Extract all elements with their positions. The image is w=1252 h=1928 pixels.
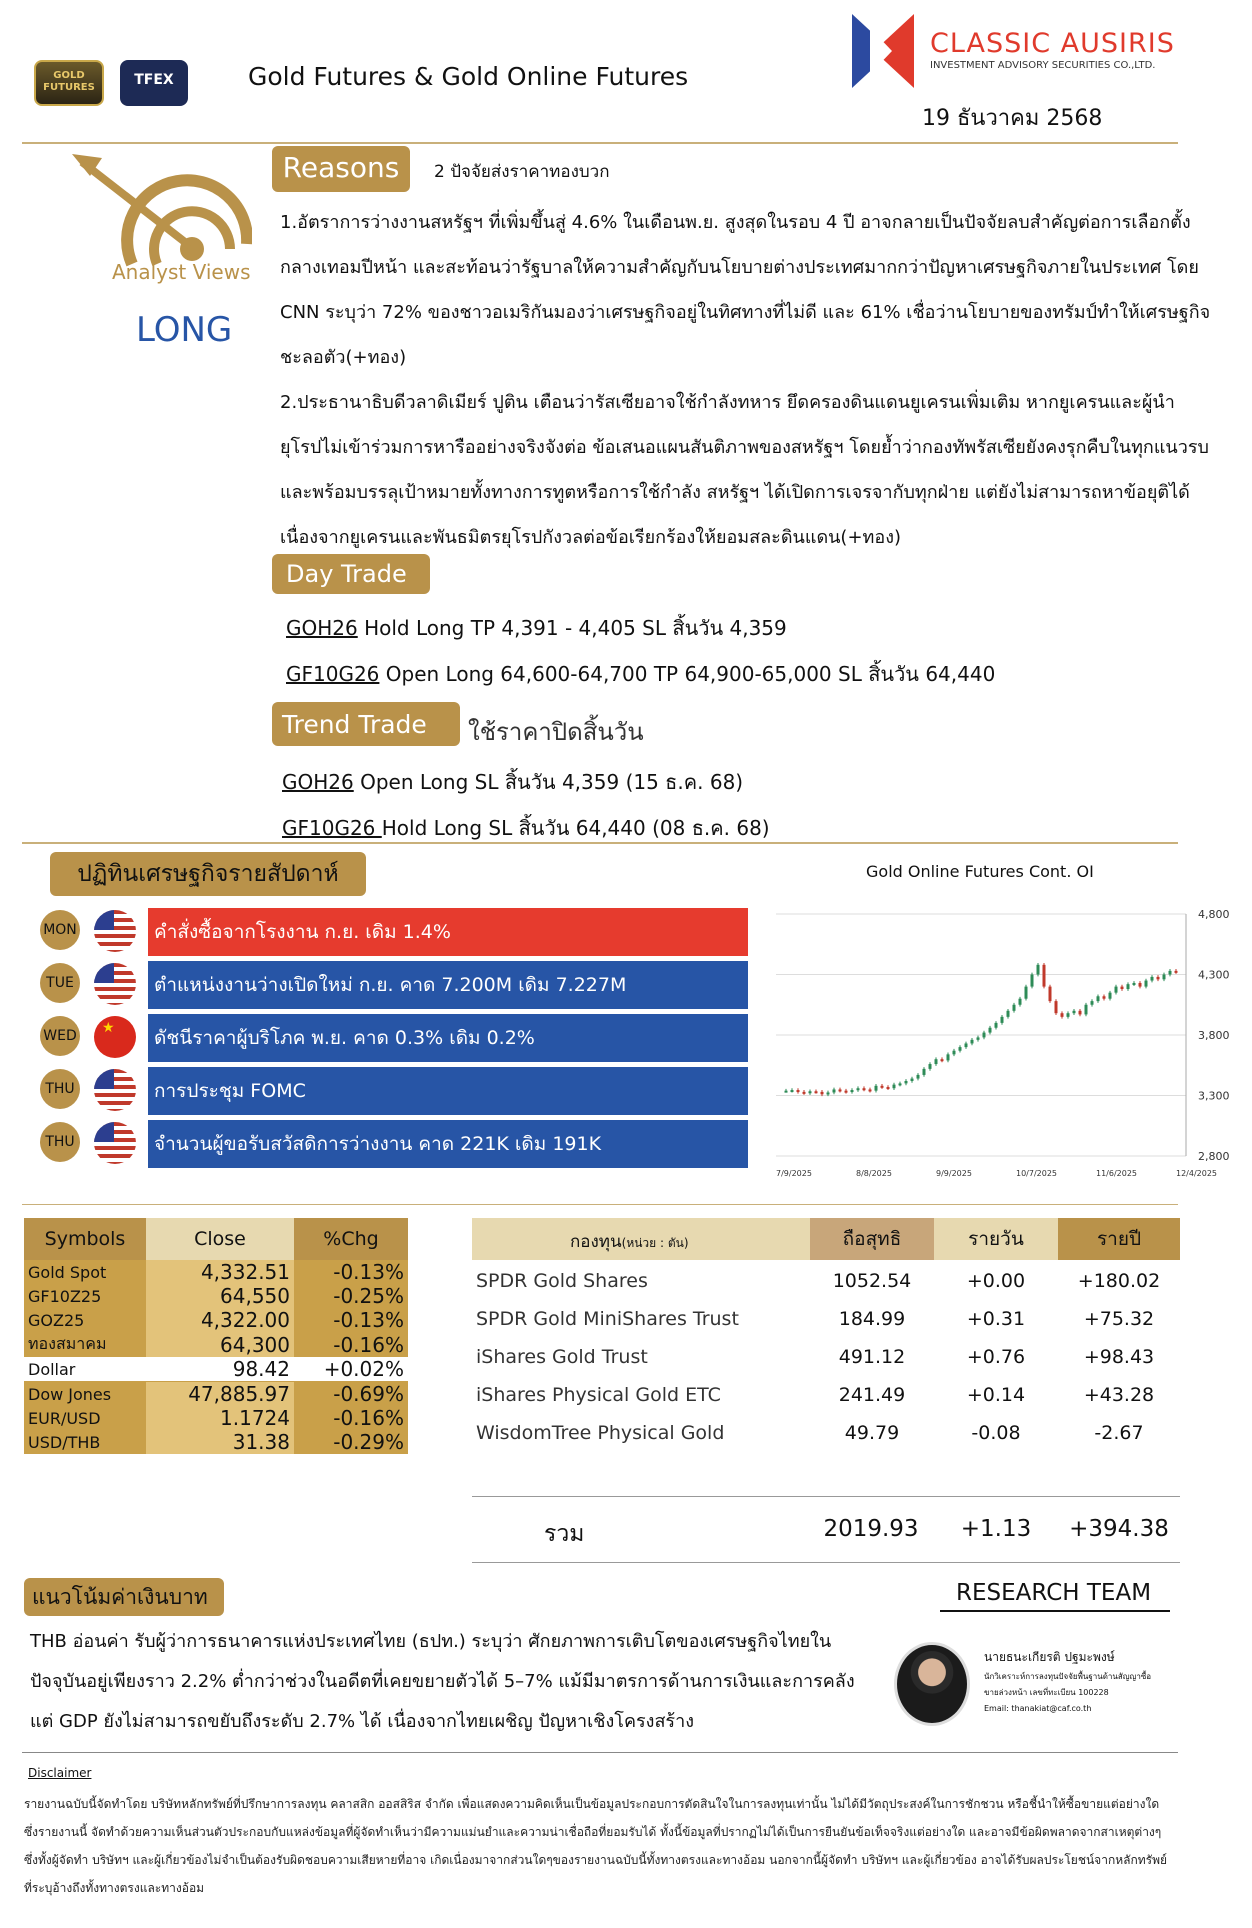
candle-body [1019,999,1022,1005]
calendar-row [40,961,750,1009]
candle-body [971,1040,974,1044]
trend-trade-note: ใช้ราคาปิดสิ้นวัน [468,718,644,746]
candle-body [809,1091,812,1093]
candle-body [1115,987,1118,993]
baht-heading: แนวโน้มค่าเงินบาท [24,1578,224,1616]
trend-trade-heading: Trend Trade [272,702,460,746]
col-header-close: Close [146,1218,294,1260]
symbol-cell: USD/THB [24,1430,146,1454]
fund-year-cell: +180.02 [1077,1270,1161,1292]
gold-futures-logo: GOLD FUTURES [34,60,104,106]
candle-body [875,1086,878,1091]
fund-hold-cell: 49.79 [844,1422,900,1444]
candle-body [983,1033,986,1038]
reason-paragraph-2: 2.ประธานาธิบดีวลาดิเมียร์ ปูติน เตือนว่ารัสเซียอาจใช้กำลังทหาร ยึดครองดินแดนยูเครนเพิ่มเติม หากยูเครนและผู้นำยุโรปไม่เข้าร่วมการหารืออย่างจริงจังต่อ ข้อเสนอแผนสันติภาพของสหรัฐฯ โดยย้ำว่ากองทัพรัสเซียยังคงรุกคืบในทุกแนวรบ และพร้อมบรรลุเป้าหมายทั้งทางการทูตหรือการใช้กำลัง สหรัฐฯ ได้เปิดการเจรจากับทุกฝ่าย แต่ยังไม่สามารถหาข้อยุติได้ เนื่องจากยูเครนและพันธมิตรยุโรปกังวลต่อข้อเรียกร้องให้ยอมสละดินแดน(+ทอง) [280,392,1209,548]
symbol-cell: ทองสมาคม [24,1332,146,1357]
table-row [24,1284,408,1308]
chg-cell: -0.16% [294,1406,408,1430]
candle-body [845,1091,848,1093]
candle-body [989,1028,992,1033]
candle-body [1061,1013,1064,1017]
calendar-row [40,1014,750,1062]
candle-body [1127,984,1130,989]
candle-body [941,1059,944,1061]
analyst-view-value: LONG [136,310,233,350]
divider [22,1752,1178,1753]
symbol-cell: Dow Jones [24,1382,146,1407]
disclaimer-text: รายงานฉบับนี้จัดทำโดย บริษัทหลักทรัพย์ที่ปรึกษาการลงทุน คลาสสิก ออสสิริส จำกัด เพื่อแสดงความคิดเห็นเป็นข้อมูลประกอบการตัดสินใจในการลงทุนเท่านั้น ไม่ได้มีวัตถุประสงค์ในการชักชวน หรือชี้นำให้ซื้อขายแต่อย่างใด ซึ่งรายงานนี้ จัดทำด้วยความเห็นส่วนตัวประกอบกับแหล่งข้อมูลที่ผู้จัดทำเห็นว่ามีความแม่นยำและความน่าเชื่อถือที่ยอมรับได้ ทั้งนี้ข้อมูลที่ปรากฏไม่ได้เป็นการยืนยันข้อเท็จจริงแต่อย่างใด และอาจมีข้อผิดพลาดจากสาเหตุต่างๆ ซึ่งทั้งผู้จัดทำ บริษัทฯ และผู้เกี่ยวข้องไม่จำเป็นต้องรับผิดชอบความเสียหายที่อาจ เกิดเนื่องมาจากส่วนใดๆของรายงานฉบับนี้ทั้งทางตรงและทางอ้อม นอกจากนี้ผู้จัดทำ บริษัทฯ และผู้เกี่ยวข้อง อาจได้รับผลประโยชน์จากหลักทรัพย์ที่ระบุอ้างถึงทั้งทางตรงและทางอ้อม [24,1797,1168,1895]
funds-header-hold: ถือสุทธิ [810,1218,934,1260]
divider [22,842,1178,844]
gold-oi-chart [766,896,1236,1196]
chg-cell: -0.16% [294,1332,408,1357]
table-row [24,1382,408,1407]
chg-cell: +0.02% [294,1357,408,1382]
calendar-day: THU [40,1122,80,1162]
table-row [472,1300,1180,1338]
candle-body [1073,1011,1076,1013]
calendar-day: MON [40,910,80,950]
candle-body [857,1088,860,1090]
candle-body [1109,993,1112,999]
funds-total-hold: 2019.93 [823,1516,919,1542]
calendar-day: WED [40,1016,80,1056]
divider [472,1496,1180,1497]
candle-body [1121,987,1124,989]
candle-body [905,1081,908,1083]
divider [22,142,1178,144]
symbol-cell: Gold Spot [24,1260,146,1284]
report-date: 19 ธันวาคม 2568 [922,106,1103,131]
day-trade-symbol-2[interactable]: GF10G26 [286,662,380,686]
candle-body [1079,1011,1082,1015]
fund-day-cell: +0.00 [966,1270,1026,1292]
calendar-event: ตำแหน่งงานว่างเปิดใหม่ ก.ย. คาด 7.200M เดิม 7.227M [148,961,748,1009]
table-row [472,1262,1180,1300]
candle-body [1163,975,1166,980]
candle-body [1103,996,1106,998]
close-cell: 31.38 [146,1430,294,1454]
page-title: Gold Futures & Gold Online Futures [248,62,689,91]
fund-day-cell: +0.31 [966,1308,1026,1330]
y-tick-label: 3,800 [1198,1029,1230,1042]
candle-body [833,1089,836,1092]
x-tick-label: 12/4/2025 [1176,1169,1218,1178]
calendar-row [40,908,750,956]
fund-year-cell: +43.28 [1083,1384,1155,1406]
fund-day-cell: +0.76 [966,1346,1026,1368]
table-row [472,1338,1180,1376]
candle-body [863,1088,866,1090]
research-team-heading: RESEARCH TEAM [956,1580,1152,1606]
funds-total-day: +1.13 [960,1516,1032,1542]
fund-hold-cell: 241.49 [838,1384,906,1406]
x-tick-label: 7/9/2025 [776,1169,812,1178]
candle-body [1067,1013,1070,1017]
candle-body [1169,971,1172,975]
candle-body [1097,996,1100,1001]
candle-body [953,1051,956,1055]
fund-day-cell: +0.14 [966,1384,1026,1406]
candle-body [1037,965,1040,975]
tfex-logo: TFEX [120,60,188,106]
candle-body [1133,983,1136,985]
symbol-cell: GF10Z25 [24,1284,146,1308]
candle-body [797,1090,800,1092]
chg-cell: -0.69% [294,1382,408,1407]
brand-subtitle: INVESTMENT ADVISORY SECURITIES CO.,LTD. [930,60,1156,71]
candle-body [887,1087,890,1089]
fund-year-cell: +75.32 [1083,1308,1155,1330]
candle-body [1001,1017,1004,1023]
day-trade-line-2: GF10G26 Open Long 64,600-64,700 TP 64,900-65,000 SL สิ้นวัน 64,440 [286,662,996,686]
table-row [472,1414,1180,1452]
col-header-chg: %Chg [323,1228,379,1250]
candle-body [1091,1001,1094,1005]
candle-body [959,1047,962,1051]
candle-body [827,1092,830,1094]
chg-cell: -0.25% [294,1284,408,1308]
calendar-event: จำนวนผู้ขอรับสวัสดิการว่างงาน คาด 221K เดิม 191K [148,1120,748,1168]
y-tick-label: 2,800 [1198,1150,1230,1163]
candle-body [923,1069,926,1075]
candle-body [893,1085,896,1089]
fund-year-cell: -2.67 [1094,1422,1144,1444]
trend-trade-line-2: GF10G26 Hold Long SL สิ้นวัน 64,440 (08 ธ.ค. 68) [282,816,770,840]
brand-logo-mark [852,14,922,88]
candle-body [935,1059,938,1064]
trend-trade-line-1: GOH26 Open Long SL สิ้นวัน 4,359 (15 ธ.ค. 68) [282,770,744,794]
candle-body [1085,1005,1088,1015]
us-flag-icon [94,963,136,1005]
funds-total-label: รวม [544,1521,585,1547]
candle-body [917,1075,920,1079]
us-flag-icon [94,1122,136,1164]
candle-body [1151,977,1154,981]
x-tick-label: 8/8/2025 [856,1169,892,1178]
analyst-avatar [894,1642,970,1726]
candle-body [1139,983,1142,987]
candle-body [1175,971,1178,973]
analyst-license: ขายล่วงหน้า เลขที่ทะเบียน 100228 [984,1688,1109,1697]
table-row [24,1406,408,1430]
candle-body [851,1090,854,1092]
fund-hold-cell: 491.12 [838,1346,906,1368]
fund-year-cell: +98.43 [1083,1346,1155,1368]
candle-body [791,1090,794,1092]
symbol-cell: GOZ25 [24,1308,146,1332]
table-row [24,1260,408,1284]
chg-cell: -0.13% [294,1260,408,1284]
fund-name-cell: SPDR Gold MiniShares Trust [476,1308,739,1330]
funds-header-name: กองทุน(หน่วย : ตัน) [570,1232,689,1252]
col-header-symbols: Symbols [44,1228,126,1250]
candle-body [1049,987,1052,1002]
chg-cell: -0.29% [294,1430,408,1454]
table-row [24,1430,408,1454]
candle-body [1043,965,1046,987]
candle-body [995,1023,998,1028]
candle-body [911,1079,914,1081]
calendar-row [40,1067,750,1115]
close-cell: 47,885.97 [146,1382,294,1407]
fund-name-cell: iShares Gold Trust [476,1346,648,1368]
brand-name: CLASSIC AUSIRIS [930,28,1175,59]
fund-name-cell: SPDR Gold Shares [476,1270,648,1292]
reasons-subtitle: 2 ปัจจัยส่งราคาทองบวก [434,162,610,182]
table-row [24,1332,408,1357]
candle-body [899,1083,902,1085]
cn-flag-icon: ★ [94,1016,136,1058]
funds-header-day: รายวัน [934,1218,1058,1260]
analyst-title: นักวิเคราะห์การลงทุนปัจจัยพื้นฐานด้านสัญญาซื้อ [984,1672,1152,1681]
fund-name-cell: WisdomTree Physical Gold [476,1422,725,1444]
funds-total-year: +394.38 [1069,1516,1169,1542]
divider [22,1204,1178,1205]
fund-day-cell: -0.08 [971,1422,1021,1444]
disclaimer-heading: Disclaimer [28,1766,92,1780]
divider [472,1562,1180,1563]
close-cell: 1.1724 [146,1406,294,1430]
candle-body [1157,977,1160,979]
table-row [24,1308,408,1332]
candle-body [839,1089,842,1091]
candle-body [1007,1011,1010,1017]
fund-hold-cell: 184.99 [838,1308,906,1330]
divider [940,1610,1170,1612]
calendar-heading: ปฏิทินเศรษฐกิจรายสัปดาห์ [50,852,366,896]
symbols-table [24,1218,408,1454]
us-flag-icon [94,1069,136,1111]
close-cell: 98.42 [146,1357,294,1382]
reason-paragraph-1: 1.อัตราการว่างงานสหรัฐฯ ที่เพิ่มขึ้นสู่ 4.6% ในเดือนพ.ย. สูงสุดในรอบ 4 ปี อาจกลายเป็นปัจจัยลบสำคัญต่อการเลือกตั้งกลางเทอมปีหน้า และสะท้อนว่ารัฐบาลให้ความสำคัญกับนโยบายต่างประเทศมากกว่าปัญหาเศรษฐกิจภายในประเทศ โดย CNN ระบุว่า 72% ของชาวอเมริกันมองว่าเศรษฐกิจอยู่ในทิศทางที่ไม่ดี และ 61% เชื่อว่านโยบายของทรัมป์ทำให้เศรษฐกิจชะลอตัว(+ทอง) [280,212,1211,368]
candle-body [881,1086,884,1088]
candle-body [821,1092,824,1094]
analyst-name: นายธนะเกียรติ ปฐมะพงษ์ [984,1650,1115,1664]
day-trade-heading: Day Trade [272,554,430,594]
candle-body [1055,1001,1058,1013]
candle-body [1145,981,1148,987]
calendar-row [40,1120,750,1168]
analyst-email[interactable]: Email: thanakiat@caf.co.th [984,1704,1092,1713]
fund-name-cell: iShares Physical Gold ETC [476,1384,721,1406]
trend-trade-symbol-1[interactable]: GOH26 [282,770,354,794]
candle-body [1025,987,1028,999]
funds-header-year: รายปี [1058,1218,1180,1260]
symbol-cell: Dollar [24,1357,146,1382]
trend-trade-symbol-2[interactable]: GF10G26 [282,816,382,840]
calendar-event: การประชุม FOMC [148,1067,748,1115]
reasons-heading: Reasons [272,146,410,192]
candle-body [1031,975,1034,987]
candle-body [965,1043,968,1047]
candle-body [977,1037,980,1039]
y-tick-label: 4,300 [1198,968,1230,982]
calendar-day: THU [40,1069,80,1109]
close-cell: 64,550 [146,1284,294,1308]
candle-body [929,1064,932,1069]
fund-hold-cell: 1052.54 [832,1270,912,1292]
day-trade-line-1: GOH26 Hold Long TP 4,391 - 4,405 SL สิ้นวัน 4,359 [286,616,787,640]
calendar-day: TUE [40,963,80,1003]
close-cell: 4,322.00 [146,1308,294,1332]
analyst-views-label: Analyst Views [112,260,251,284]
table-row [472,1376,1180,1414]
table-row [24,1357,408,1382]
calendar-event: ดัชนีราคาผู้บริโภค พ.ย. คาด 0.3% เดิม 0.2% [148,1014,748,1062]
baht-text: THB อ่อนค่า รับผู้ว่าการธนาคารแห่งประเทศไทย (ธปท.) ระบุว่า ศักยภาพการเติบโตของเศรษฐกิจไทยในปัจจุบันอยู่เพียงราว 2.2% ต่ำกว่าช่วงในอดีตที่เคยขยายตัวได้ 5–7% แม้มีมาตรการด้านการเงินและการคลัง แต่ GDP ยังไม่สามารถขยับถึงระดับ 2.7% ได้ เนื่องจากไทยเผชิญ ปัญหาเชิงโครงสร้าง [30,1631,855,1732]
target-dart-icon [72,154,252,274]
candle-body [947,1054,950,1060]
candle-body [785,1091,788,1093]
day-trade-symbol-1[interactable]: GOH26 [286,616,358,640]
candle-body [1013,1005,1016,1011]
x-tick-label: 10/7/2025 [1016,1169,1058,1178]
candle-body [869,1089,872,1091]
candle-body [815,1091,818,1093]
symbol-cell: EUR/USD [24,1406,146,1430]
y-tick-label: 3,300 [1198,1089,1230,1103]
funds-table [472,1262,1180,1452]
chart-title: Gold Online Futures Cont. OI [866,862,1094,881]
y-tick-label: 4,800 [1198,908,1230,921]
x-tick-label: 11/6/2025 [1096,1169,1138,1178]
calendar-event: คำสั่งซื้อจากโรงงาน ก.ย. เดิม 1.4% [148,908,748,956]
candle-body [803,1092,806,1094]
chg-cell: -0.13% [294,1308,408,1332]
close-cell: 4,332.51 [146,1260,294,1284]
us-flag-icon [94,910,136,952]
x-tick-label: 9/9/2025 [936,1169,972,1178]
close-cell: 64,300 [146,1332,294,1357]
